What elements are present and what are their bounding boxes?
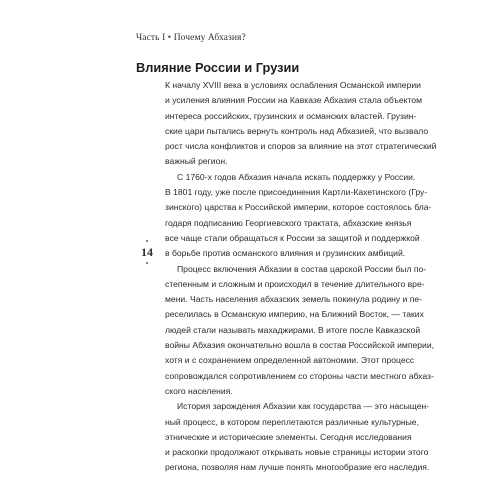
text-line: все чаще стали обращаться к России за защитой и поддержкой	[165, 232, 420, 243]
text-line: войны Абхазия окончательно вошла в состав Российской империи,	[165, 340, 435, 351]
text-line: В 1801 году, уже после присоединения Картли-Кахетинского (Гру-	[165, 187, 428, 198]
text-line: ского населения.	[165, 385, 233, 396]
text-line: и раскопки продолжают открывать новые страницы истории этого	[165, 447, 429, 458]
page-number: 14	[141, 245, 153, 259]
text-line: ный процесс, в котором переплетаются различные культурные,	[165, 416, 419, 427]
page-number-marker	[136, 240, 158, 268]
text-line: людей стали называть махаджирами. В итоге после Кавказской	[165, 324, 421, 335]
text-line: хотя и с сохранением определенной автономии. Этот процесс	[165, 355, 415, 366]
text-line: реселилась в Османскую империю, на Ближний Восток, — таких	[165, 309, 424, 320]
text-line: Процесс включения Абхазии в состав царской России был по-	[177, 263, 427, 274]
text-line: годаря подписанию Георгиевского трактата, абхазские князья	[165, 217, 412, 228]
text-line: рост числа конфликтов и споров за влияние на этот стратегический	[165, 141, 437, 152]
text-line: мени. Часть населения абхазских земель покинула родину и пе-	[165, 294, 423, 305]
marker-dot-icon	[146, 240, 148, 242]
body-text	[165, 78, 437, 476]
text-line: и усиления влияния России на Кавказе Абхазия стала объектом	[165, 95, 422, 106]
text-line: интереса российских, грузинских и османских властей. Грузин-	[165, 110, 417, 121]
running-head: Часть I • Почему Абхазия?	[136, 33, 246, 43]
text-line: С 1760-х годов Абхазия начала искать поддержку у России.	[177, 171, 416, 182]
text-line: степенным и сложным и происходил в течение длительного вре-	[165, 278, 425, 289]
text-line: региона, позволяя нам лучше понять многообразие его наследия.	[165, 462, 430, 473]
text-line: этнические и исторические элементы. Сегодня исследования	[165, 431, 412, 442]
text-line: История зарождения Абхазии как государства — это насыщен-	[177, 401, 430, 412]
text-line: ские цари пытались вернуть контроль над Абхазией, что вызвало	[165, 125, 429, 136]
marker-dot-icon	[146, 262, 148, 264]
text-line: сопровождался сопротивлением со стороны части местного абхаз-	[165, 370, 434, 381]
text-line: К началу XVIII века в условиях ослабления Османской империи	[165, 80, 421, 90]
text-line: в борьбе против османского влияния и грузинских амбиций.	[165, 248, 406, 259]
text-line: важный регион.	[165, 156, 228, 167]
text-line: зинского) царства к Российской империи, которое состоялось бла-	[165, 202, 432, 213]
section-title: Влияние России и Грузии	[136, 60, 300, 75]
